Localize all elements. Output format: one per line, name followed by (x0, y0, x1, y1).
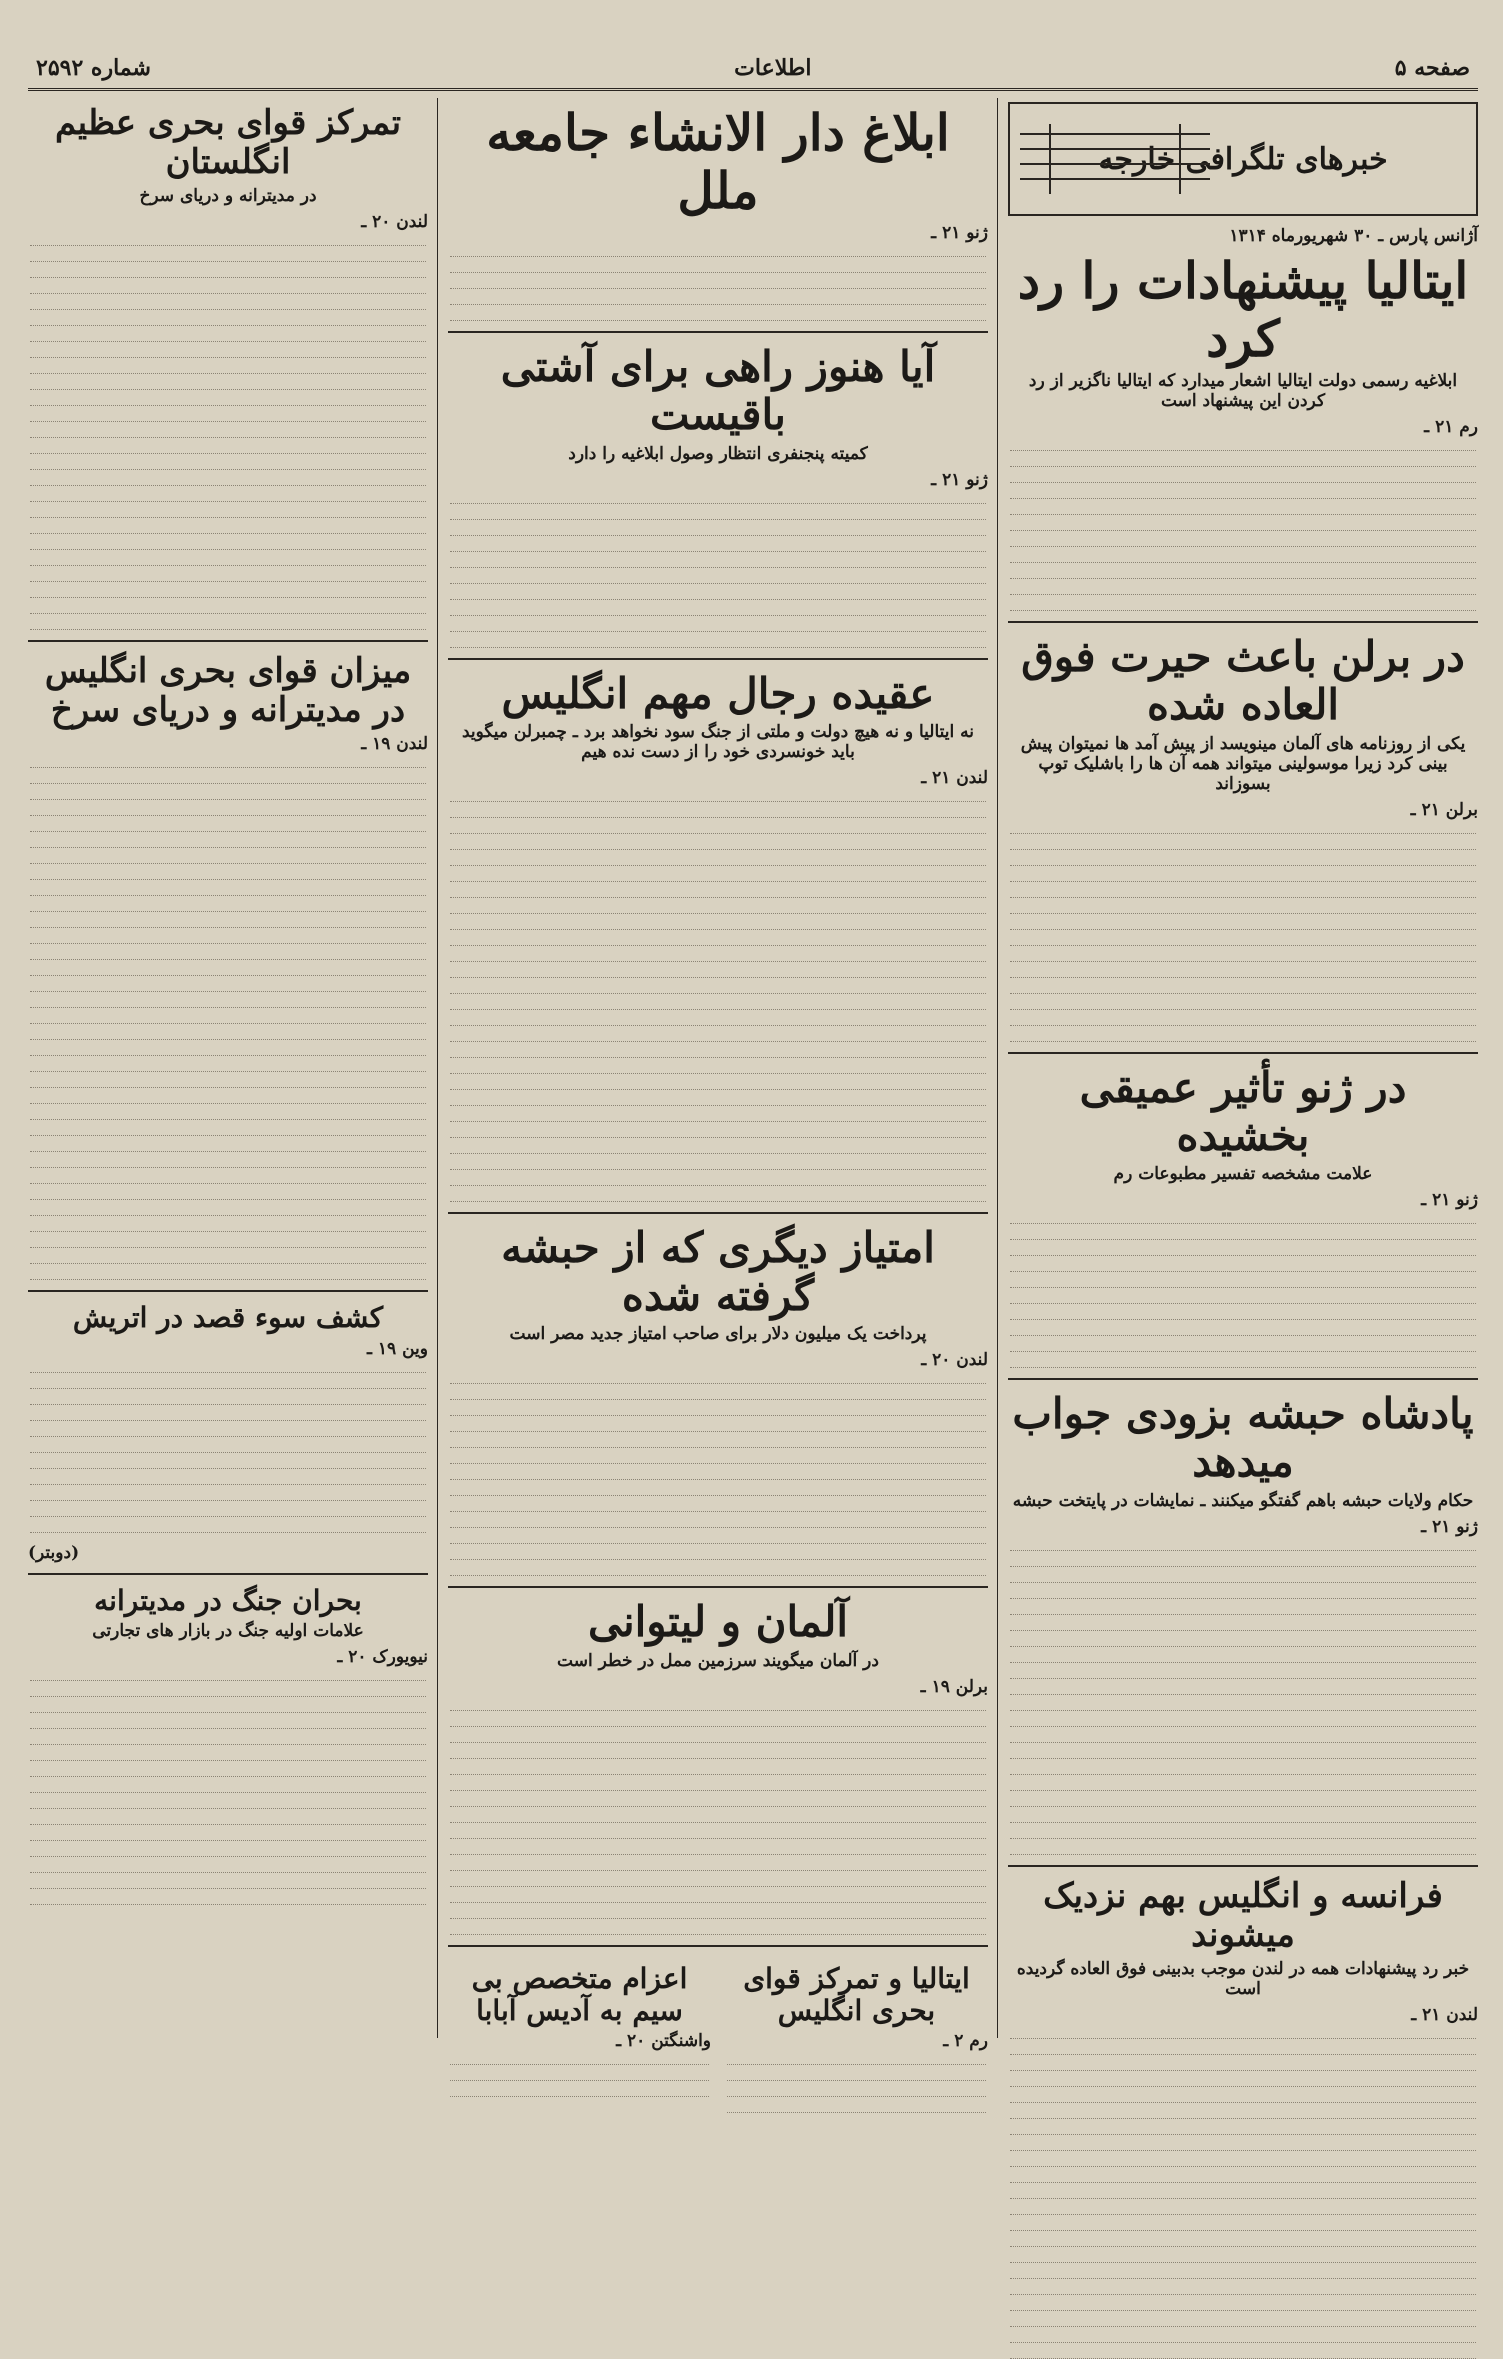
newspaper-page (28, 48, 1478, 2052)
headline: ایتالیا پیشنهادات را رد کرد (1017, 251, 1469, 368)
issue-number: شماره ۲۵۹۲ (36, 55, 151, 81)
subheadline: یکی از روزنامه های آلمان مینویسد از پیش آمد ها نمیتوان پیش بینی کرد زیرا موسولینی میتواند همه آن ها را باشلیک توپ بسوزاند (1020, 733, 1466, 794)
article-body (28, 236, 428, 630)
headline: آلمان و لیتوانی (587, 1597, 849, 1647)
headline: کشف سوء قصد در اتریش (72, 1301, 384, 1335)
column-rule (997, 98, 998, 2038)
subheadline: علامت مشخصه تفسیر مطبوعات رم (1113, 1164, 1373, 1185)
dateline: برلن ۲۱ ـ (1410, 799, 1478, 820)
article-body (448, 1701, 988, 1935)
headline: امتیاز دیگری که از حبشه گرفته شده (501, 1222, 935, 1321)
column-center (448, 98, 988, 2052)
subheadline: در مدیترانه و دریای سرخ (139, 186, 317, 207)
headline: عقیده رجال مهم انگلیس (501, 668, 935, 718)
article-body (28, 1363, 428, 1533)
article-body (1008, 2029, 1478, 2359)
headline: تمرکز قوای بحری عظیم انگلستان (54, 103, 402, 183)
divider (1008, 621, 1478, 623)
divider (448, 331, 988, 333)
divider (448, 1586, 988, 1588)
article-body (448, 247, 988, 321)
article-body (1008, 1214, 1478, 1368)
telegraph-wires-icon (1020, 124, 1210, 194)
headline: فرانسه و انگلیس بهم نزدیک میشوند (1043, 1875, 1443, 1955)
dateline: برلن ۱۹ ـ (920, 1676, 988, 1697)
dateline: ژنو ۲۱ ـ (1421, 1190, 1478, 1211)
article-body (448, 792, 988, 1202)
headline: پادشاه حبشه بزودی جواب میدهد (1012, 1389, 1474, 1487)
divider (448, 658, 988, 660)
divider (1008, 1865, 1478, 1867)
dateline: لندن ۲۰ ـ (361, 212, 428, 233)
article (725, 1957, 988, 2123)
divider (1008, 1052, 1478, 1054)
dateline: لندن ۲۱ ـ (1411, 2004, 1478, 2025)
headline: آیا هنوز راهی برای آشتی باقیست (500, 342, 936, 440)
article-body (725, 2055, 988, 2113)
article-body (28, 758, 428, 1280)
column-rule (437, 98, 438, 2038)
headline: در برلن باعث حیرت فوق العاده شده (1021, 632, 1465, 730)
headline: در ژنو تأثیر عمیقی بخشیده (1079, 1062, 1407, 1160)
divider (448, 1212, 988, 1214)
credit: (دوبتر) (28, 1542, 80, 1563)
headline: اعزام متخصص بی سیم به آدیس آبابا (471, 1961, 688, 2027)
headline: ابلاغ دار الانشاء جامعه ملل (486, 103, 950, 220)
subheadline: خبر رد پیشنهادات همه در لندن موجب بدبینی فوق العاده گردیده است (1016, 1958, 1470, 1999)
dateline: رم ۲ ـ (943, 2031, 988, 2052)
dateline: لندن ۲۱ ـ (921, 767, 988, 788)
article-body (28, 1671, 428, 1905)
telegraph-banner (1008, 102, 1478, 216)
dateline: وین ۱۹ ـ (367, 1338, 428, 1359)
dateline: لندن ۱۹ ـ (361, 734, 428, 755)
subheadline: کمیته پنجنفری انتظار وصول ابلاغیه را دارد (568, 443, 868, 464)
article-body (448, 2055, 711, 2097)
page-number: صفحه ۵ (1394, 55, 1470, 81)
article-body (1008, 441, 1478, 611)
paper-name: اطلاعات (734, 55, 812, 81)
masthead (28, 48, 1478, 91)
headline: بحران جنگ در مدیترانه (94, 1583, 362, 1617)
article-body (448, 1374, 988, 1576)
telegraph-banner-title: خبرهای تلگرافی خارجه (1098, 141, 1388, 177)
divider (1008, 1378, 1478, 1380)
dateline: ژنو ۲۱ ـ (931, 469, 988, 490)
divider (28, 1290, 428, 1292)
subheadline: حکام ولایات حبشه باهم گفتگو میکنند ـ نمایشات در پایتخت حبشه (1012, 1490, 1474, 1511)
dateline: لندن ۲۰ ـ (921, 1350, 988, 1371)
dateline: نیویورک ۲۰ ـ (337, 1646, 428, 1667)
dateline: ژنو ۲۱ ـ (931, 223, 988, 243)
divider (28, 640, 428, 642)
headline: میزان قوای بحری انگلیس در مدیترانه و دریای سرخ (44, 651, 412, 731)
article-body (1008, 824, 1478, 1042)
subheadline: علامات اولیه جنگ در بازار های تجارتی (92, 1620, 364, 1641)
subheadline: در آلمان میگویند سرزمین ممل در خطر است (557, 1650, 879, 1671)
divider (448, 1945, 988, 1947)
subheadline: پرداخت یک میلیون دلار برای صاحب امتیاز جدید مصر است (509, 1324, 927, 1345)
column-left (28, 98, 428, 2038)
column-right (1008, 98, 1478, 2038)
bottom-pair (448, 1957, 988, 2123)
article-body (1008, 1541, 1478, 1855)
subheadline: نه ایتالیا و نه هیچ دولت و ملتی از جنگ سود نخواهد برد ـ چمبرلن میگوید باید خونسردی خود را از دست نده هیم (461, 721, 975, 762)
article (448, 1957, 711, 2123)
dateline: رم ۲۱ ـ (1424, 417, 1478, 437)
divider (28, 1573, 428, 1575)
dateline: ژنو ۲۱ ـ (1421, 1516, 1478, 1537)
dateline: واشنگتن ۲۰ ـ (616, 2031, 711, 2052)
subheadline: ابلاغیه رسمی دولت ایتالیا اشعار میدارد که ایتالیا ناگزیر از رد کردن این پیشنهاد است (1028, 371, 1458, 411)
headline: ایتالیا و تمرکز قوای بحری انگلیس (743, 1961, 970, 2027)
article-body (448, 494, 988, 648)
agency-dateline: آژانس پارس ـ ۳۰ شهریورماه ۱۳۱۴ (1229, 226, 1478, 246)
